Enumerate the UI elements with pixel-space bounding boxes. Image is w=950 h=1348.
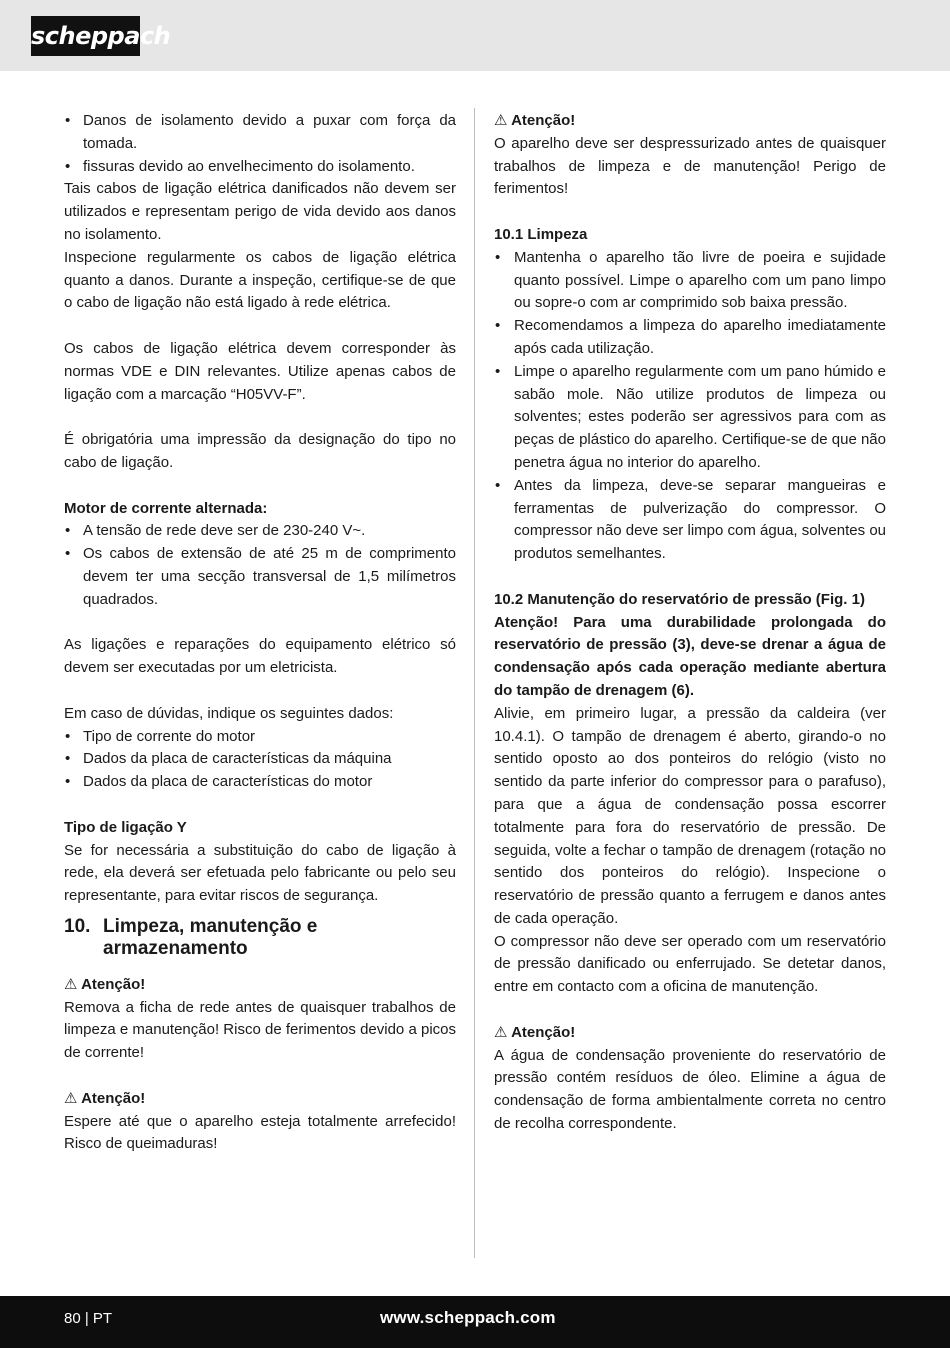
data-bullet-list <box>64 726 456 794</box>
warning-triangle-icon: ⚠ <box>494 1023 508 1041</box>
subsection-heading-10-2: 10.2 Manutenção do reservatório de pressão (Fig. 1) <box>494 590 865 608</box>
connection-type-heading: Tipo de ligação Y <box>64 818 187 836</box>
page-footer <box>0 1296 950 1348</box>
paragraph: Em caso de dúvidas, indique os seguintes dados: <box>64 704 394 722</box>
list-item: • Antes da limpeza, deve-se separar mangueiras e ferramentas de pulverização do compressor. O compressor não deve ser limpo com água, solventes ou produtos semelhantes. <box>494 475 886 566</box>
list-item: • fissuras devido ao envelhecimento do isolamento. <box>64 156 456 179</box>
list-item: • Os cabos de extensão de até 25 m de comprimento devem ter uma secção transversal de 1,5 milímetros quadrados. <box>64 543 456 611</box>
paragraph: Os cabos de ligação elétrica devem corresponder às normas VDE e DIN relevantes. Utilize apenas cabos de ligação com a marcação “H05VV-F”. <box>64 339 456 403</box>
motor-bullet-list <box>64 520 456 611</box>
warning-triangle-icon: ⚠ <box>64 975 78 993</box>
right-column <box>494 110 886 1136</box>
warning-text: Remova a ficha de rede antes de quaisquer trabalhos de limpeza e manutenção! Risco de ferimentos devido a picos de corrente! <box>64 998 456 1062</box>
warning-text: A água de condensação proveniente do reservatório de pressão contém resíduos de óleo. Elimine a água de condensação de forma ambientalmente correta no centro de recolha correspondente. <box>494 1046 886 1133</box>
list-item: • Limpe o aparelho regularmente com um pano húmido e sabão mole. Não utilize produtos de limpeza ou solventes; estes poderão ser agressivos para com as peças de plástico do aparelho. Certifique-se de que não penetra água no interior do aparelho. <box>494 361 886 475</box>
damage-bullet-list <box>64 110 456 178</box>
section-number: 10. <box>64 915 91 937</box>
list-item: • Mantenha o aparelho tão livre de poeira e sujidade quanto possível. Limpe o aparelho com um pano limpo ou sopre-o com ar comprimido sob baixa pressão. <box>494 247 886 315</box>
website-link[interactable]: www.scheppach.com <box>380 1308 556 1327</box>
paragraph: Tais cabos de ligação elétrica danificados não devem ser utilizados e representam perigo de vida devido aos danos no isolamento. <box>64 180 456 243</box>
section-heading <box>64 916 456 960</box>
paragraph: Inspecione regularmente os cabos de ligação elétrica quanto a danos. Durante a inspeção, certifique-se de que o cabo de ligação não está ligado à rede elétrica. <box>64 248 456 312</box>
list-item: • Dados da placa de características do motor <box>64 771 456 794</box>
left-column <box>64 110 456 1156</box>
warning-heading: ⚠ Atenção! <box>64 975 146 993</box>
list-item: • Recomendamos a limpeza do aparelho imediatamente após cada utilização. <box>494 315 886 361</box>
scheppach-logo: scheppach <box>31 16 140 56</box>
paragraph: Alivie, em primeiro lugar, a pressão da caldeira (ver 10.4.1). O tampão de drenagem é aberto, girando-o no sentido oposto ao dos ponteiros do relógio (visto no sentido da parte inferior do compressor para o parafuso), para que a água de condensação possa escorrer totalmente para fora do reservatório de pressão. De seguida, volte a fechar o tampão de drenagem (rotação no sentido dos ponteiros do relógio). Inspecione o reservatório de pressão quanto a ferrugem e danos antes de cada operação. <box>494 704 886 927</box>
warning-triangle-icon: ⚠ <box>494 112 508 129</box>
page-number: 80 | PT <box>64 1310 113 1327</box>
paragraph: As ligações e reparações do equipamento elétrico só devem ser executadas por um eletricista. <box>64 636 456 677</box>
warning-heading: ⚠ Atenção! <box>494 1023 576 1041</box>
paragraph: O compressor não deve ser operado com um reservatório de pressão danificado ou enferrujado. Se detetar danos, entre em contacto com a oficina de manutenção. <box>494 932 886 996</box>
list-item: • Tipo de corrente do motor <box>64 726 456 749</box>
paragraph: Se for necessária a substituição do cabo de ligação à rede, ela deverá ser efetuada pelo fabricante ou pelo seu representante, para evitar riscos de segurança. <box>64 841 456 905</box>
warning-triangle-icon: ⚠ <box>64 1089 78 1107</box>
section-title: Limpeza, manutenção e armazenamento <box>103 915 318 959</box>
warning-heading: ⚠ Atenção! <box>64 1089 146 1107</box>
warning-text: Espere até que o aparelho esteja totalmente arrefecido! Risco de queimaduras! <box>64 1112 456 1153</box>
subsection-heading-10-1: 10.1 Limpeza <box>494 225 588 243</box>
warning-heading: ⚠ Atenção! <box>494 112 576 129</box>
page-header <box>0 0 950 71</box>
list-item: • A tensão de rede deve ser de 230-240 V~. <box>64 520 456 543</box>
bold-warning-text: Atenção! Para uma durabilidade prolongada do reservatório de pressão (3), deve-se drenar a água de condensação após cada operação mediante abertura do tampão de drenagem (6). <box>494 613 886 699</box>
warning-text: O aparelho deve ser despressurizado antes de quaisquer trabalhos de limpeza e de manutenção! Perigo de ferimentos! <box>494 134 886 198</box>
column-divider <box>474 108 475 1258</box>
list-item: • Danos de isolamento devido a puxar com força da tomada. <box>64 110 456 156</box>
list-item: • Dados da placa de características da máquina <box>64 748 456 771</box>
motor-heading: Motor de corrente alternada: <box>64 499 268 517</box>
paragraph: É obrigatória uma impressão da designação do tipo no cabo de ligação. <box>64 431 456 471</box>
cleaning-bullet-list <box>494 247 886 566</box>
